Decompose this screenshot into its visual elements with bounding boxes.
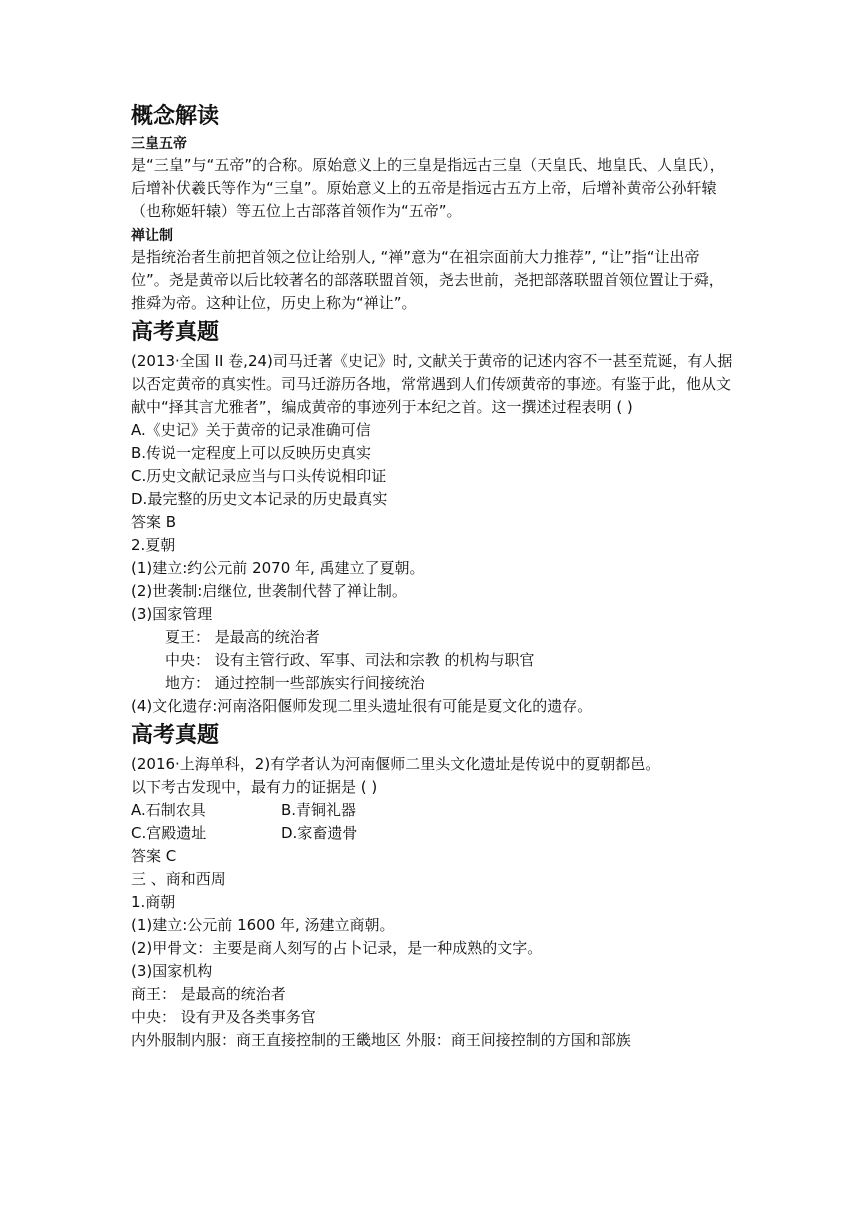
exam-option: D.最完整的历史文本记录的历史最真实 — [131, 490, 388, 508]
list-item: (2)世袭制:启继位, 世袭制代替了禅让制。 — [131, 582, 407, 600]
list-item: (3)国家管理 — [131, 605, 213, 623]
exam-question-2-line1: (2016·上海单科，2)有学者认为河南偃师二里头文化遗址是传说中的夏朝都邑。 — [131, 755, 661, 773]
exam-options-row — [131, 822, 736, 845]
document-page — [131, 100, 736, 1052]
term-body-sanhuang-wudi: 是“三皇”与“五帝”的合称。原始意义上的三皇是指远古三皇（天皇氏、地皇氏、人皇氏），后增补伏羲氏等作为“三皇”。原始意义上的五帝是指远古五方上帝，后增补黄帝公孙轩辕（也称姬轩辕）等五位上古部落首领作为“五帝”。 — [131, 156, 725, 220]
list-item: 中央： 设有主管行政、军事、司法和宗教 的机构与职官 — [165, 651, 535, 669]
list-item: (1)建立:约公元前 2070 年, 禹建立了夏朝。 — [131, 559, 425, 577]
exam-option: A.石制农具 — [131, 801, 206, 819]
section-heading-exam-1: 高考真题 — [131, 320, 220, 345]
exam-option: D.家畜遗骨 — [281, 824, 358, 842]
exam-option: A.《史记》关于黄帝的记录准确可信 — [131, 421, 371, 439]
list-item: (1)建立:公元前 1600 年, 汤建立商朝。 — [131, 916, 395, 934]
exam-option: B.青铜礼器 — [281, 801, 357, 819]
list-item: 商王： 是最高的统治者 — [131, 985, 286, 1003]
list-item: 中央： 设有尹及各类事务官 — [131, 1008, 316, 1026]
exam-option: B.传说一定程度上可以反映历史真实 — [131, 444, 372, 462]
exam-answer-2: 答案 C — [131, 847, 177, 865]
list-item: 内外服制内服：商王直接控制的王畿地区 外服：商王间接控制的方国和部族 — [131, 1031, 631, 1049]
term-title-sanhuang-wudi: 三皇五帝 — [131, 136, 187, 152]
section-heading-exam-2: 高考真题 — [131, 723, 220, 748]
exam-options-row — [131, 799, 736, 822]
list-item: (4)文化遗存:河南洛阳偃师发现二里头遗址很有可能是夏文化的遗存。 — [131, 697, 593, 715]
shang-title: 1.商朝 — [131, 893, 176, 911]
xia-title: 2.夏朝 — [131, 536, 176, 554]
exam-option: C.宫殿遗址 — [131, 824, 207, 842]
list-item: (3)国家机构 — [131, 962, 213, 980]
term-title-shanrang: 禅让制 — [131, 228, 173, 244]
exam-answer-1: 答案 B — [131, 513, 177, 531]
section-heading-shang-zhou: 三 、商和西周 — [131, 870, 226, 888]
exam-question-1: (2013·全国 II 卷,24)司马迁著《史记》时, 文献关于黄帝的记述内容不一甚至荒诞，有人据以否定黄帝的真实性。司马迁游历各地，常常遇到人们传颂黄帝的事迹。有鉴于此，他从文献中“择其言尤雅者”，编成黄帝的事迹列于本纪之首。这一撰述过程表明 ( ) — [131, 352, 733, 416]
list-item: 夏王： 是最高的统治者 — [165, 628, 320, 646]
list-item: (2)甲骨文：主要是商人刻写的占卜记录，是一种成熟的文字。 — [131, 939, 543, 957]
list-item: 地方： 通过控制一些部族实行间接统治 — [165, 674, 425, 692]
exam-question-2-line2: 以下考古发现中，最有力的证据是 ( ) — [131, 778, 378, 796]
exam-option: C.历史文献记录应当与口头传说相印证 — [131, 467, 387, 485]
term-body-shanrang: 是指统治者生前把首领之位让给别人, “禅”意为“在祖宗面前大力推荐”, “让”指“让出帝位”。尧是黄帝以后比较著名的部落联盟首领，尧去世前，尧把部落联盟首领位置让于舜，推舜为帝。这种让位，历史上称为“禅让”。 — [131, 248, 724, 312]
section-heading-concepts: 概念解读 — [131, 104, 220, 129]
